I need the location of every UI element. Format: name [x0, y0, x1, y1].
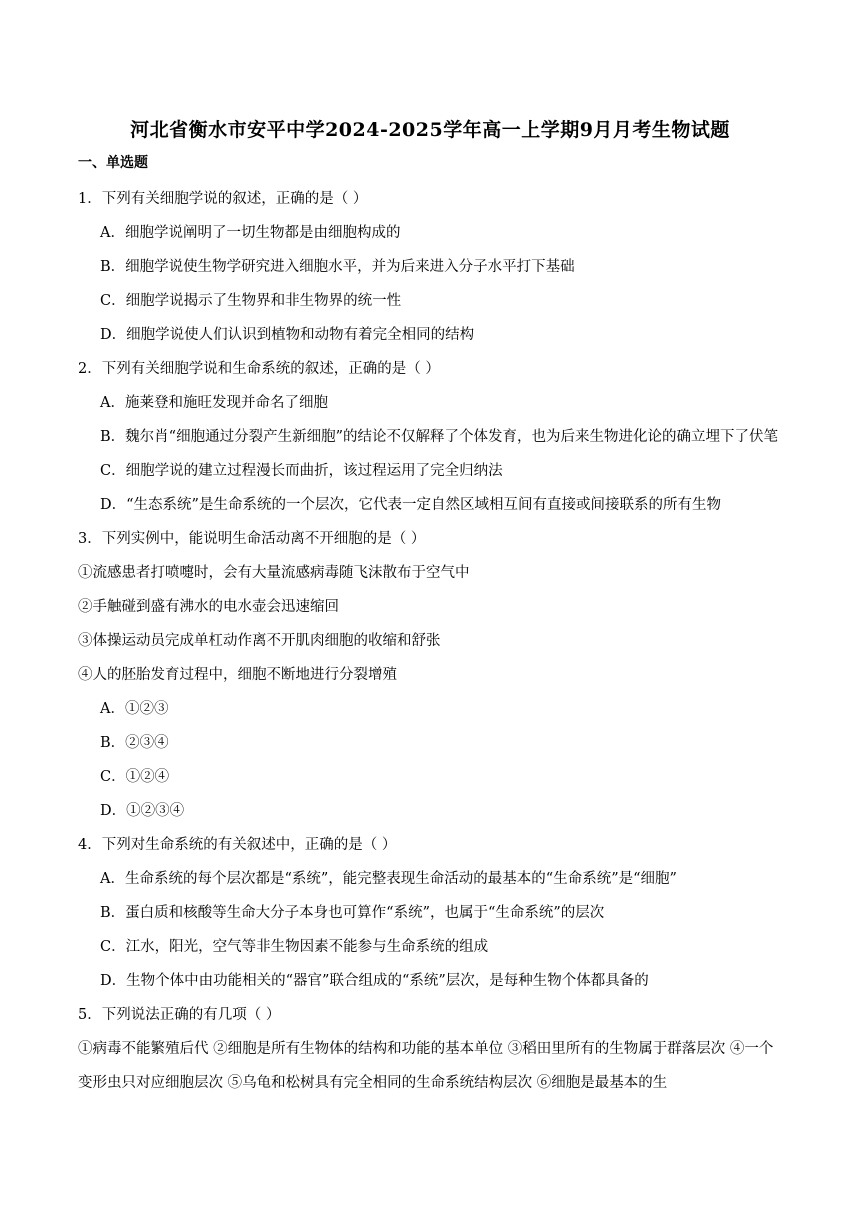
section-heading: 一、单选题	[78, 155, 148, 171]
page-title: 河北省衡水市安平中学2024-2025学年高一上学期9月月考生物试题	[130, 119, 730, 141]
option-a: A．施莱登和施旺发现并命名了细胞	[100, 395, 328, 411]
option-b: B．细胞学说使生物学研究进入细胞水平，并为后来进入分子水平打下基础	[100, 259, 575, 275]
question-stem: 3．下列实例中，能说明生命活动离不开细胞的是（ ）	[78, 531, 426, 547]
question-stem: 4．下列对生命系统的有关叙述中，正确的是（ ）	[78, 837, 397, 853]
option-a: A．生命系统的每个层次都是“系统”，能完整表现生命活动的最基本的“生命系统”是“细胞”	[100, 871, 677, 887]
option-d: D．“生态系统”是生命系统的一个层次，它代表一定自然区域相互间有直接或间接联系的所有生物	[100, 497, 721, 513]
question-stem: 5．下列说法正确的有几项（ ）	[78, 1007, 281, 1023]
question-body: ①病毒不能繁殖后代 ②细胞是所有生物体的结构和功能的基本单位 ③稻田里所有的生物属于群落层次 ④一个变形虫只对应细胞层次 ⑤乌龟和松树具有完全相同的生命系统结构层次 ⑥细胞是最基本的生	[78, 1041, 774, 1091]
option-d: D．生物个体中由功能相关的“器官”联合组成的“系统”层次，是每种生物个体都具备的	[100, 973, 649, 989]
option-a: A．细胞学说阐明了一切生物都是由细胞构成的	[100, 225, 401, 241]
option-b: B．蛋白质和核酸等生命大分子本身也可算作“系统”，也属于“生命系统”的层次	[100, 905, 605, 921]
question-5	[78, 998, 782, 1100]
question-stem: 2．下列有关细胞学说和生命系统的叙述，正确的是（ ）	[78, 361, 440, 377]
option-b: B．魏尔肖“细胞通过分裂产生新细胞”的结论不仅解释了个体发育，也为后来生物进化论的确立埋下了伏笔	[100, 429, 778, 445]
statement-item: ②手触碰到盛有沸水的电水壶会迅速缩回	[78, 599, 339, 615]
question-2	[78, 352, 782, 522]
question-1	[78, 182, 782, 352]
statement-item: ③体操运动员完成单杠动作离不开肌肉细胞的收缩和舒张	[78, 633, 441, 649]
option-d: D．细胞学说使人们认识到植物和动物有着完全相同的结构	[100, 327, 475, 343]
option-d: D．①②③④	[100, 803, 185, 819]
option-c: C．细胞学说的建立过程漫长而曲折，该过程运用了完全归纳法	[100, 463, 503, 479]
option-c: C．江水，阳光，空气等非生物因素不能参与生命系统的组成	[100, 939, 489, 955]
option-c: C．细胞学说揭示了生物界和非生物界的统一性	[100, 293, 402, 309]
option-c: C．①②④	[100, 769, 170, 785]
option-b: B．②③④	[100, 735, 169, 751]
option-a: A．①②③	[100, 701, 169, 717]
statement-item: ④人的胚胎发育过程中，细胞不断地进行分裂增殖	[78, 667, 397, 683]
question-stem: 1．下列有关细胞学说的叙述，正确的是（ ）	[78, 191, 368, 207]
question-4	[78, 828, 782, 998]
statement-item: ①流感患者打喷嚏时，会有大量流感病毒随飞沫散布于空气中	[78, 565, 470, 581]
question-3	[78, 522, 782, 828]
